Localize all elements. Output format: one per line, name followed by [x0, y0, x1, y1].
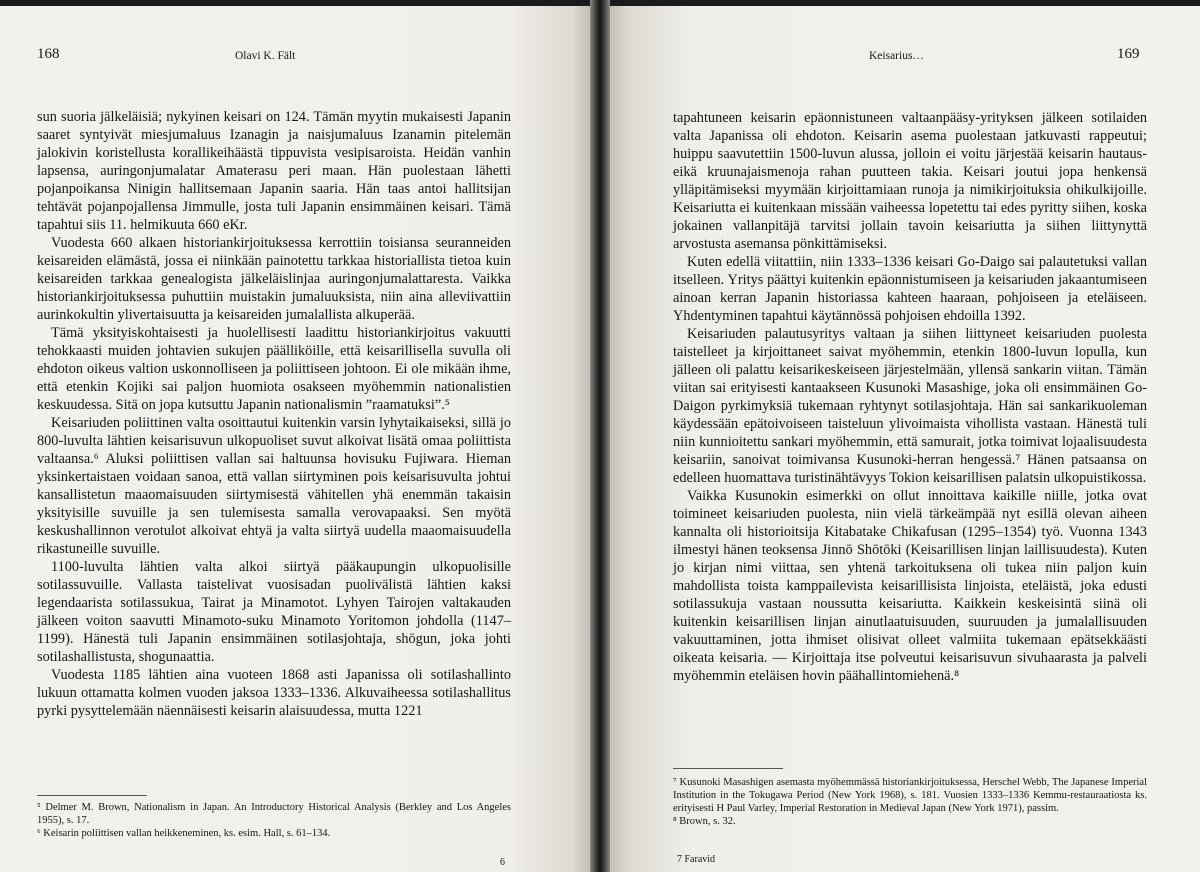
- paragraph: Kuten edellä viitattiin, niin 1333–1336 keisari Go-Daigo sai palautetuksi vallan itselleen. Yritys päättyi kuitenkin epäonnistumiseen ja keisariuden jakaantumiseen ainoan kerran Japanin historiassa kahteen haaraan, pohjoiseen ja eteläiseen. Yhdentyminen tapahtui käytännössä pohjoisen ehdoilla 1392.: [673, 254, 1147, 324]
- paragraph: sun suoria jälkeläisiä; nykyinen keisari on 124. Tämän myytin mukaisesti Japanin saaret syntyivät miesjumaluus Izanagin ja naisjumaluus Izanamin pitelemän jalokivin koristellusta korallikeihäästä tippuvista vesipisaroista. Heidän vanhin lapsensa, auringonjumalatar Amaterasu peri maan. Hän puolestaan lähetti pojanpoikansa Ninigin hallitsemaan Japanin saaria. Hän taas antoi hallitsijan tehtävät pojanpojallensa Jimmulle, josta tuli Japanin ensimmäinen keisari. Tämä tapahtui siis 11. helmikuuta 660 eKr.: [37, 109, 511, 233]
- footnote: ⁶ Keisarin poliittisen vallan heikkeneminen, ks. esim. Hall, s. 61–134.: [37, 828, 331, 839]
- right-page: [603, 6, 1200, 872]
- paragraph: Vuodesta 1185 lähtien aina vuoteen 1868 asti Japanissa oli sotilashallinto lukuun ottamatta kolmen vuoden jaksoa 1333–1336. Alkuvaiheessa sotilashallitus pyrki pysyttelemään näennäisesti keisarin alaisuudessa, mutta 1221: [37, 667, 511, 719]
- body-text: [37, 108, 511, 720]
- book-gutter: [590, 0, 610, 872]
- left-page: [0, 6, 597, 872]
- paragraph: tapahtuneen keisarin epäonnistuneen valtaanpääsy-yrityksen jälkeen sotilaiden valta Japanissa oli ehdoton. Keisarin asema puolestaan jatkuvasti rappeutui; huippu saavutettiin 1500-luvun alussa, jolloin ei voitu järjestää keisarin hautaus- eikä kruunajaismenoja rahan puutteen takia. Keisari joutui jopa henkensä ylläpitämiseksi myymään kirjoittamiaan runoja ja nimikirjoituksia ohikulkijoille. Keisariutta ei kuitenkaan missään vaiheessa lopetettu tai edes pyritty siihen, koska jokainen vallanpitäjä tarvitsi jollain tavoin keisariutta ja siihen liittynyttä arvostusta asemansa pönkittämiseksi.: [673, 110, 1147, 252]
- footnote: ⁸ Brown, s. 32.: [673, 816, 736, 827]
- running-head: Keisarius…: [869, 50, 924, 62]
- footnote: ⁵ Delmer M. Brown, Nationalism in Japan. An Introductory Historical Analysis (Berkley and Los Angeles 1955), s. 17.: [37, 802, 511, 826]
- paragraph: Keisariuden palautusyritys valtaan ja siihen liittyneet keisariuden puolesta taistelleet ja kirjoittaneet saivat myöhemmin, etenkin 1800-luvun lopulla, kun jälleen oli palattu keisarikeskeiseen järjestelmään, yllensä sankarin viitan. Tämän viitan sai erityisesti kantaakseen Kusunoki Masashige, joka oli ensimmäinen Go-Daigon pyrkimyksiä tukemaan ryhtynyt sotilasjohtaja. Hän sai sankarikuoleman käydessään epätoivoiseen taisteluun ylivoimaista vihollista vastaan. Hänestä tuli niin kunnioitettu sankari myöhemmin, että samurait, jotka toimivat lojaalisuudesta keisariin, sanoivat toimivansa Kusunoki-herran hengessä.⁷ Hänen patsaansa on edelleen huomattava turistinähtävyys Tokion keisarillisen palatsin ulkopuistikossa.: [673, 326, 1147, 486]
- body-text: [673, 109, 1147, 685]
- paragraph: Keisariuden poliittinen valta osoittautui kuitenkin varsin lyhytaikaiseksi, sillä jo 800-luvulta lähtien keisarisuvun ulkopuoliset suvut alkoivat lisätä omaa poliittista valtaansa.⁶ Aluksi poliittisen vallan sai haltuunsa hovisuku Fujiwara. Hieman yksinkertaistaen voidaan sanoa, että vallan siirtyminen pois keisarisuvulta johtui kansallistetun maaomaisuuden siirtymisestä vähitellen yhä enemmän takaisin yksityisille suvuille ja sen tulemisesta samalla verovapaaksi. Sen myötä keskushallinnon verotulot alkoivat ehtyä ja valta siirtyä uudella maaomaisuudella rikastuneille suvuille.: [37, 415, 511, 557]
- page-number: 169: [1117, 46, 1140, 62]
- footnotes: [673, 776, 1147, 828]
- paragraph: Tämä yksityiskohtaisesti ja huolellisesti laadittu historiankirjoitus vakuutti tehokkaasti muiden johtavien sukujen päälliköille, että keisarillisella suvulla oli ehdoton oikeus valtion uskonnolliseen ja poliittiseen johtoon. Ei ole mikään ihme, että etenkin Kojiki sai paljon huomiota osakseen myöhemmin nationalistien keskuudessa. Sitä on jopa kutsuttu Japanin nationalismin ”raamatuksi”.⁵: [37, 325, 511, 413]
- paragraph: Vaikka Kusunokin esimerkki on ollut innoittava kaikille niille, jotka ovat toimineet keisariuden puolesta, niin vielä tärkeämpää nyt esillä olevan aiheen kannalta oli historioitsija Kitabatake Chikafusan (1295–1354) työ. Vuonna 1343 ilmestyi hänen teoksensa Jinnō Shōtōki (Keisarillisen linjan laillisuudesta). Kuten jo kirjan nimi viittaa, sen yhtenä tarkoituksena oli tukea niin paljon kuin mahdollista toista kamppailevista keisarillisista linjoista, eteläistä, joka edusti sotilassukuja vastaan noussutta keisariutta. Kaikkein keskeisintä siinä oli kuitenkin keisarillisen linjan ainutlaatuisuuden, suuruuden ja jumalallisuuden vakuuttaminen, jotta ihmiset olisivat olleet valmiita tukemaan epätsekkäästi oikeata keisaria. — Kirjoittaja itse polveutui keisarisuvun sivuhaarasta ja palveli myöhemmin eteläisen hovin päähallintomiehenä.⁸: [673, 488, 1147, 684]
- page-number: 168: [37, 46, 60, 62]
- running-head: Olavi K. Fält: [235, 50, 296, 62]
- signature-mark: 6: [500, 857, 505, 868]
- footnote-rule: [37, 795, 147, 796]
- paragraph: 1100-luvulta lähtien valta alkoi siirtyä pääkaupungin ulkopuolisille sotilassuvuille. Vallasta taistelivat vuosisadan puolivälistä lähtien kaksi legendaarista sotilassukua, Tairat ja Minamotot. Lyhyen Tairojen valtakauden jälkeen voiton saavutti Minamoto-suku Minamoto Yoritomon johdolla (1147–1199). Hänestä tuli Japanin ensimmäinen sotilasjohtaja, shōgun, joka johti sotilashallistusta, shogunaattia.: [37, 559, 511, 665]
- footnote: ⁷ Kusunoki Masashigen asemasta myöhemmässä historiankirjoituksessa, Herschel Webb, The Japanese Imperial Institution in the Tokugawa Period (New York 1968), s. 181. Vuosien 1333–1336 Kemmu-restauraatiosta ks. erityisesti H Paul Varley, Imperial Restoration in Medieval Japan (New York 1971), passim.: [673, 777, 1147, 814]
- paragraph: Vuodesta 660 alkaen historiankirjoituksessa kerrottiin toisiansa seuranneiden keisareiden elämästä, jossa ei niinkään painotettu tarkkaa historiallista tietoa kuin keisareiden tarkkaa genealogista jälkeläislinjaa auringonjumalattaresta. Vaikka historiankirjoituksessa puhuttiin muistakin jumaluuksista, niin aina alleviivattiin aurinkokultin ylivertaisuutta ja keisareiden jumalallista alkuperää.: [37, 235, 511, 323]
- footnotes: [37, 801, 511, 840]
- signature-mark: 7 Faravid: [677, 854, 716, 865]
- footnote-rule: [673, 768, 783, 769]
